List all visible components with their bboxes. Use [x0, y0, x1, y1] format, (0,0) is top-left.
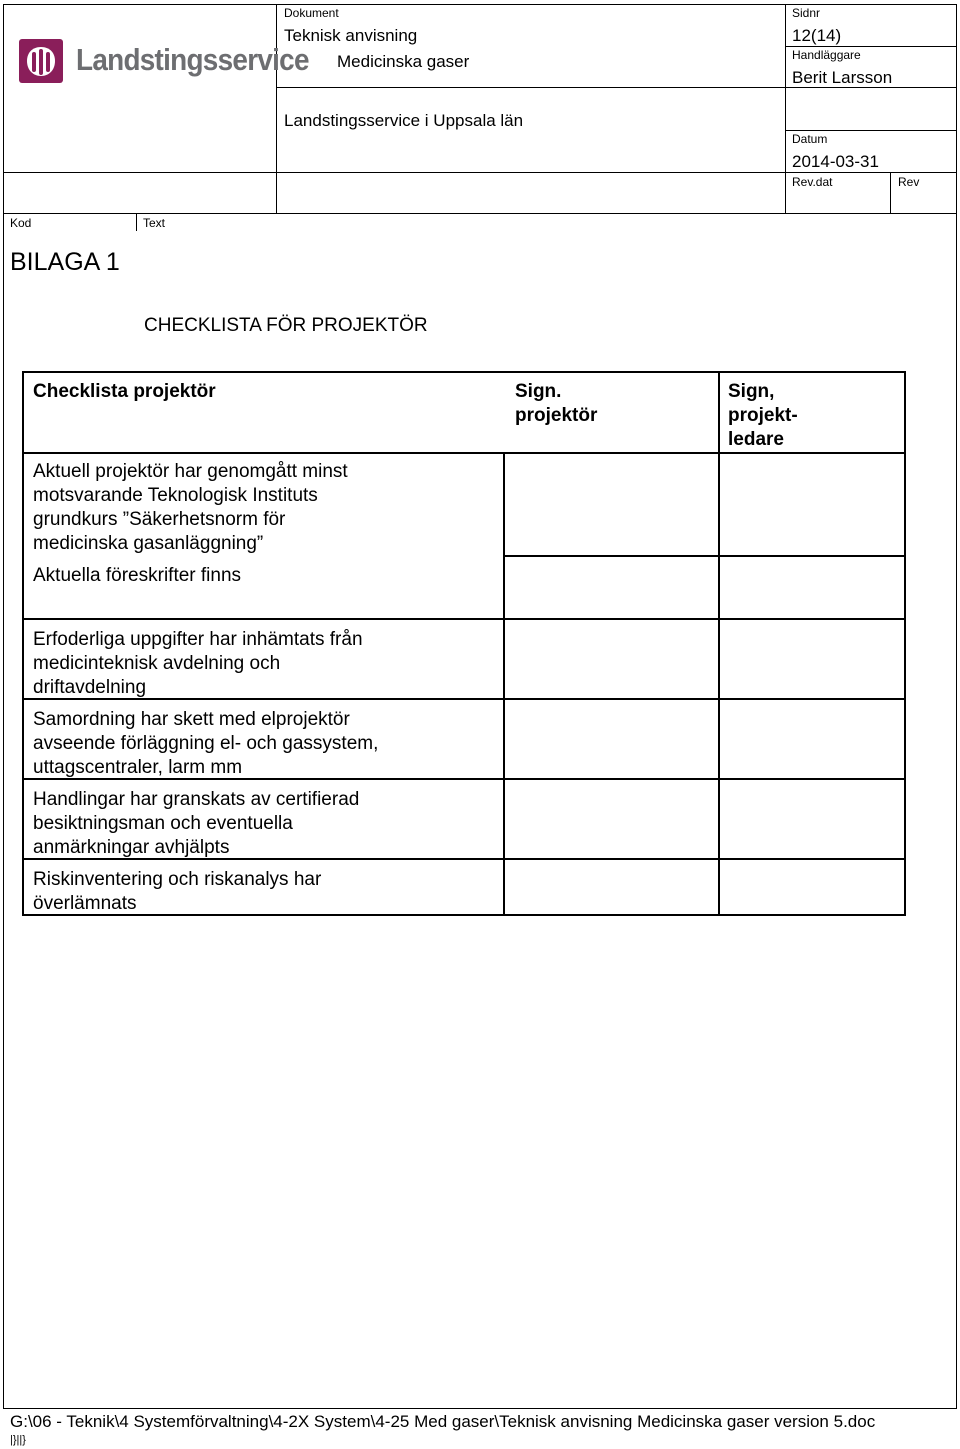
header-rule-middle-1	[276, 87, 785, 88]
logo-wordmark: Landstingsservice	[76, 42, 309, 77]
text-label: Text	[143, 216, 166, 230]
datum-value: 2014-03-31	[792, 152, 879, 171]
header-rule-right-4	[785, 172, 957, 173]
row-line-text: medicinska gasanläggning”	[33, 533, 264, 554]
footer-code: |}||}	[10, 1434, 26, 1446]
row-line-text: grundkurs ”Säkerhetsnorm för	[33, 509, 286, 530]
col-header-line: ledare	[728, 429, 784, 450]
dokument-label: Dokument	[284, 6, 339, 20]
revdat-label: Rev.dat	[792, 175, 833, 189]
landstingsservice-logo-icon	[18, 38, 64, 84]
row-line-1	[503, 555, 906, 557]
row-line-text: avseende förläggning el- och gassystem,	[33, 733, 379, 754]
kod-divider	[136, 213, 137, 231]
row-line-text: Erfoderliga uppgifter har inhämtats från	[33, 629, 363, 650]
col-header-line: Sign,	[728, 381, 775, 402]
footer-file-path: G:\06 - Teknik\4 Systemförvaltning\4-2X System\4-25 Med gaser\Teknisk anvisning Medicinska gaser version 5.doc	[10, 1412, 876, 1431]
row-line-text: uttagscentraler, larm mm	[33, 757, 243, 778]
datum-label: Datum	[792, 132, 828, 146]
handlaggare-value: Berit Larsson	[792, 68, 893, 87]
header-divider-logo	[276, 4, 277, 213]
kod-label: Kod	[10, 216, 32, 230]
organisation: Landstingsservice i Uppsala län	[284, 111, 524, 130]
header-rule-middle-2	[276, 172, 785, 173]
header-rule-right-3	[785, 130, 957, 131]
col-header-sign-projektledare	[728, 380, 798, 452]
row-line-text: Aktuell projektör har genomgått minst	[33, 461, 348, 482]
row-line-text: medicinteknisk avdelning och	[33, 653, 281, 674]
row-line-text: besiktningsman och eventuella	[33, 813, 293, 834]
col-header-line: projektör	[515, 405, 598, 426]
row-line-header	[22, 452, 906, 454]
checklist-row-2	[33, 564, 241, 588]
checklist-title: CHECKLISTA FÖR PROJEKTÖR	[144, 315, 428, 336]
row-line-text: överlämnats	[33, 893, 137, 914]
row-line-text: Aktuella föreskrifter finns	[33, 565, 242, 586]
col-header-checklist: Checklista projektör	[33, 381, 216, 402]
col-header-sign-projektor	[515, 380, 597, 428]
checklist-row-1	[33, 460, 348, 556]
row-line-text: Handlingar har granskats av certifierad	[33, 789, 360, 810]
sidnr-label: Sidnr	[792, 6, 821, 20]
row-line-text: anmärkningar avhjälpts	[33, 837, 230, 858]
doc-name: Medicinska gaser	[337, 52, 470, 71]
header-rule-left	[3, 172, 276, 173]
col-header-line: Sign.	[515, 381, 562, 402]
row-line-text: Riskinventering och riskanalys har	[33, 869, 322, 890]
col-divider-1	[503, 452, 505, 915]
row-line-text: motsvarande Teknologisk Instituts	[33, 485, 318, 506]
col-header-line: projekt-	[728, 405, 798, 426]
doc-type: Teknisk anvisning	[284, 26, 418, 45]
rev-label: Rev	[898, 175, 920, 189]
row-line-text: driftavdelning	[33, 677, 147, 698]
row-line-text: Samordning har skett med elprojektör	[33, 709, 350, 730]
checklist-row-6	[33, 868, 321, 916]
header-rule-right-1	[785, 46, 957, 47]
bilaga-heading: BILAGA 1	[10, 248, 120, 276]
checklist-row-5	[33, 788, 359, 860]
checklist-row-4	[33, 708, 378, 780]
header-divider-right	[785, 4, 786, 213]
checklist-row-3	[33, 628, 363, 700]
header-divider-rev	[890, 172, 891, 213]
sidnr-value: 12(14)	[792, 26, 842, 45]
row-line-2	[22, 618, 906, 620]
handlaggare-label: Handläggare	[792, 48, 861, 62]
